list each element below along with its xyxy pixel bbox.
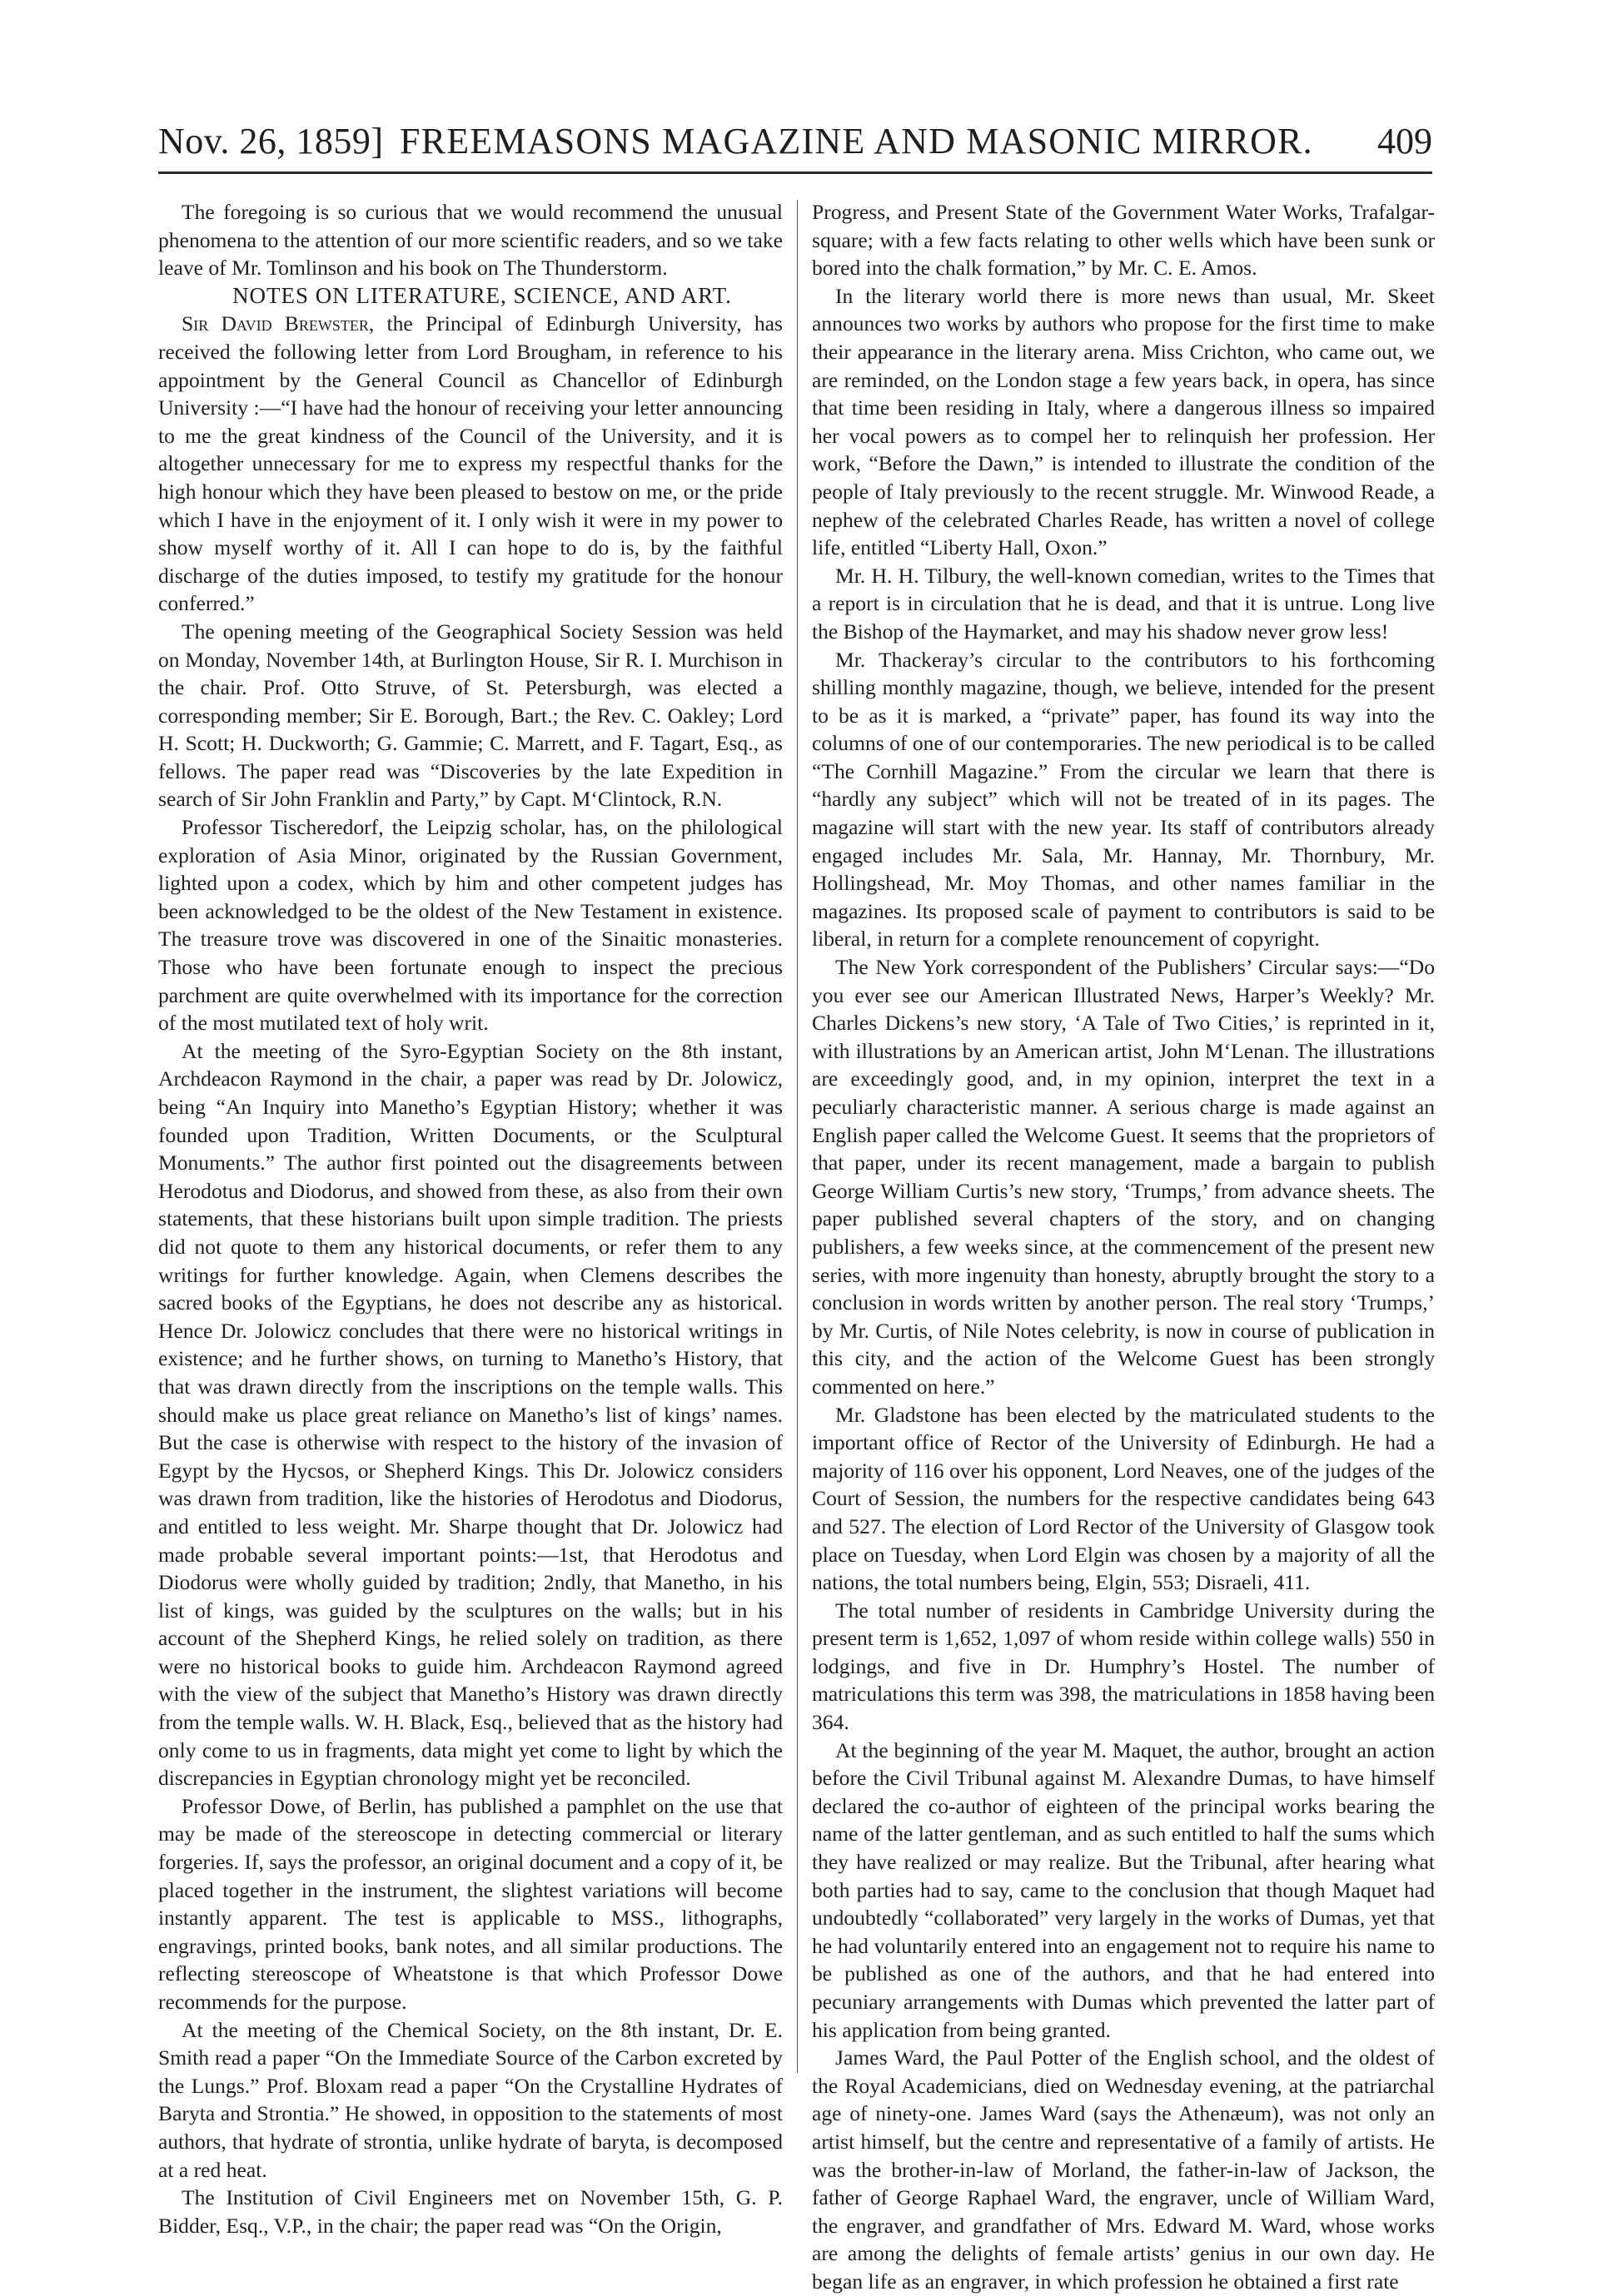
- article-paragraph: At the meeting of the Syro-Egyptian Society on the 8th instant, Archdeacon Raymond in the chair, a paper was read by Dr. Jolowicz, being “An Inquiry into Manetho’s Egyptian History; whether it was founded upon Tradition, Written Documents, or the Sculptural Monuments.” The author first pointed out the disagreements between Herodotus and Diodorus, and showed from these, as also from their own statements, that these historians built upon simple tradition. The priests did not quote to them any historical documents, or refer them to any writings for further knowledge. Again, when Clemens describes the sacred books of the Egyptians, he does not describe any as historical. Hence Dr. Jolowicz concludes that there were no historical writings in existence; and he further shows, on turning to Manetho’s History, that that was drawn directly from the inscriptions on the temple walls. This should make us place great reliance on Manetho’s list of kings’ names. But the case is otherwise with respect to the history of the invasion of Egypt by the Hycsos, or Shepherd Kings. This Dr. Jolowicz considers was drawn from tradition, like the histories of Herodotus and Diodorus, and entitled to less weight. Mr. Sharpe thought that Dr. Jolowicz had made probable several important points:—1st, that Herodotus and Diodorus were wholly guided by tradition; 2ndly, that Manetho, in his list of kings, was guided by the sculptures on the walls; but in his account of the Shepherd Kings, he relied solely on tradition, as there were no historical books to guide him. Archdeacon Raymond agreed with the view of the subject that Manetho’s History was drawn directly from the temple walls. W. H. Black, Esq., believed that as the history had only come to us in fragments, data might yet come to light by which the discrepancies in Egyptian chronology might yet be reconciled.: [158, 1038, 783, 1791]
- column-divider: [797, 200, 798, 2073]
- article-paragraph: James Ward, the Paul Potter of the English school, and the oldest of the Royal Academicians, died on Wednesday evening, at the patriarchal age of ninety-one. James Ward (says the Athenæum), was not only an artist himself, but the centre and representative of a family of artists. He was the brother-in-law of Morland, the father-in-law of Jackson, the father of George Raphael Ward, the engraver, uncle of William Ward, the engraver, and grandfather of Mrs. Edward M. Ward, whose works are among the delights of female artists’ genius in our own day. He began life as an engraver, in which profession he obtained a first rate: [812, 2045, 1435, 2294]
- article-paragraph: Mr. Thackeray’s circular to the contributors to his forthcoming shilling monthly magazine, though, we believe, intended for the present to be as it is marked, a “private” paper, has found its way into the columns of one of our contemporaries. The new periodical is to be called “The Cornhill Magazine.” From the circular we learn that there is “hardly any subject” which will not be treated of in its pages. The magazine will start with the new year. Its staff of contributors already engaged includes Mr. Sala, Mr. Hannay, Mr. Thornbury, Mr. Hollingshead, Mr. Moy Thomas, and other names familiar in the magazines. Its proposed scale of payment to contributors is said to be liberal, in return for a complete renouncement of copyright.: [812, 647, 1435, 952]
- publication-title: FREEMASONS MAGAZINE AND MASONIC MIRROR.: [400, 121, 1313, 162]
- issue-date: Nov. 26, 1859]: [158, 121, 384, 162]
- article-paragraph: At the meeting of the Chemical Society, on the 8th instant, Dr. E. Smith read a paper “On the Immediate Source of the Carbon excreted by the Lungs.” Prof. Bloxam read a paper “On the Crystalline Hydrates of Baryta and Strontia.” He showed, in opposition to the statements of most authors, that hydrate of strontia, unlike hydrate of baryta, is decomposed at a red heat.: [158, 2017, 783, 2182]
- left-column: [158, 198, 783, 2239]
- article-paragraph: [158, 310, 783, 618]
- intro-paragraph: The foregoing is so curious that we would recommend the unusual phenomena to the attention of our more scientific readers, and so we take leave of Mr. Tomlinson and his book on The Thunderstorm.: [158, 200, 783, 281]
- article-paragraph: The Institution of Civil Engineers met on November 15th, G. P. Bidder, Esq., V.P., in the chair; the paper read was “On the Origin,: [158, 2185, 783, 2238]
- article-paragraph: Professor Dowe, of Berlin, has published a pamphlet on the use that may be made of the stereoscope in detecting commercial or literary forgeries. If, says the professor, an original document and a copy of it, be placed together in the instrument, the slightest variations will become instantly apparent. The test is applicable to MSS., lithographs, engravings, printed books, bank notes, and all similar productions. The reflecting stereoscope of Wheatstone is that which Professor Dowe recommends for the purpose.: [158, 1793, 783, 2014]
- right-column: [812, 198, 1435, 2296]
- article-paragraph: Mr. Gladstone has been elected by the matriculated students to the important office of Rector of the University of Edinburgh. He had a majority of 116 over his opponent, Lord Neaves, one of the judges of the Court of Session, the numbers for the respective candidates being 643 and 527. The election of Lord Rector of the University of Glasgow took place on Tuesday, when Lord Elgin was chosen by a majority of all the nations, the total numbers being, Elgin, 553; Disraeli, 411.: [812, 1402, 1435, 1595]
- paragraph-text: , the Principal of Edinburgh University, has received the following letter from Lord Brougham, in reference to his appointment by the General Council as Chancellor of Edinburgh University :—“I have had the honour of receiving your letter announcing to me the great kindness of the Council of the University, and it is altogether unnecessary for me to express my respectful thanks for the high honour which they have been pleased to bestow on me, or the pride which I have in the enjoyment of it. I only wish it were in my power to show myself worthy of it. All I can hope to do is, by the faithful discharge of the duties imposed, to testify my gratitude for the honour conferred.”: [158, 311, 783, 616]
- page-number: 409: [1377, 121, 1432, 162]
- article-paragraph: The New York correspondent of the Publishers’ Circular says:—“Do you ever see our American Illustrated News, Harper’s Weekly? Mr. Charles Dickens’s new story, ‘A Tale of Two Cities,’ is reprinted in it, with illustrations by an American artist, John M‘Lenan. The illustrations are exceedingly good, and, in my opinion, interpret the text in a peculiarly characteristic manner. A serious charge is made against an English paper called the Welcome Guest. It seems that the proprietors of that paper, under its recent management, made a bargain to publish George William Curtis’s new story, ‘Trumps,’ from advance sheets. The paper published several chapters of the story, and on changing publishers, a few weeks since, at the commencement of the present new series, with more ingenuity than honesty, abruptly brought the story to a conclusion in words written by another person. The real story ‘Trumps,’ by Mr. Curtis, of Nile Notes celebrity, is now in course of publication in this city, and the action of the Welcome Guest has been strongly commented on here.”: [812, 955, 1435, 1399]
- article-paragraph: Progress, and Present State of the Government Water Works, Trafalgar-square; with a few facts relating to other wells which have been sunk or bored into the chalk formation,” by Mr. C. E. Amos.: [812, 200, 1435, 281]
- article-paragraph: The opening meeting of the Geographical Society Session was held on Monday, November 14th, at Burlington House, Sir R. I. Murchison in the chair. Prof. Otto Struve, of St. Petersburgh, was elected a corresponding member; Sir E. Borough, Bart.; the Rev. C. Oakley; Lord H. Scott; H. Duckworth; G. Gammie; C. Marrett, and F. Tagart, Esq., as fellows. The paper read was “Discoveries by the late Expedition in search of Sir John Franklin and Party,” by Capt. M‘Clintock, R.N.: [158, 619, 783, 812]
- article-paragraph: At the beginning of the year M. Maquet, the author, brought an action before the Civil Tribunal against M. Alexandre Dumas, to have himself declared the co-author of eighteen of the principal works bearing the name of the latter gentleman, and as such entitled to half the sums which they have realized or may realize. But the Tribunal, after hearing what both parties had to say, came to the conclusion that though Maquet had undoubtedly “collaborated” very largely in the works of Dumas, yet that he had voluntarily entered into an engagement not to require his name to be published as one of the authors, and that he had entered into pecuniary arrangements with Dumas which prevented the latter part of his application from being granted.: [812, 1737, 1435, 2042]
- article-paragraph: Mr. H. H. Tilbury, the well-known comedian, writes to the Times that a report is in circulation that he is dead, and that it is untrue. Long live the Bishop of the Haymarket, and may his shadow never grow less!: [812, 563, 1435, 644]
- article-paragraph: Professor Tischeredorf, the Leipzig scholar, has, on the philological exploration of Asia Minor, originated by the Russian Government, lighted upon a codex, which by him and other competent judges has been acknowledged to be the oldest of the New Testament in existence. The treasure trove was discovered in one of the Sinaitic monasteries. Those who have been fortunate enough to inspect the precious parchment are quite overwhelmed with its importance for the correction of the most mutilated text of holy writ.: [158, 815, 783, 1036]
- article-paragraph: In the literary world there is more news than usual, Mr. Skeet announces two works by authors who propose for the first time to make their appearance in the literary arena. Miss Crichton, who came out, we are reminded, on the London stage a few years back, in opera, has since that time been residing in Italy, where a dangerous illness so impaired her vocal powers as to compel her to relinquish her profession. Her work, “Before the Dawn,” is intended to illustrate the condition of the people of Italy previously to the recent struggle. Mr. Winwood Reade, a nephew of the celebrated Charles Reade, has written a novel of college life, entitled “Liberty Hall, Oxon.”: [812, 283, 1435, 560]
- page-header: [158, 113, 1432, 174]
- article-paragraph: The total number of residents in Cambridge University during the present term is 1,652, 1,097 of whom reside within college walls) 550 in lodgings, and five in Dr. Humphry’s Hostel. The number of matriculations this term was 398, the matriculations in 1858 having been 364.: [812, 1598, 1435, 1735]
- section-heading: NOTES ON LITERATURE, SCIENCE, AND ART.: [232, 282, 732, 308]
- lead-name: Sir David Brewster: [182, 311, 369, 336]
